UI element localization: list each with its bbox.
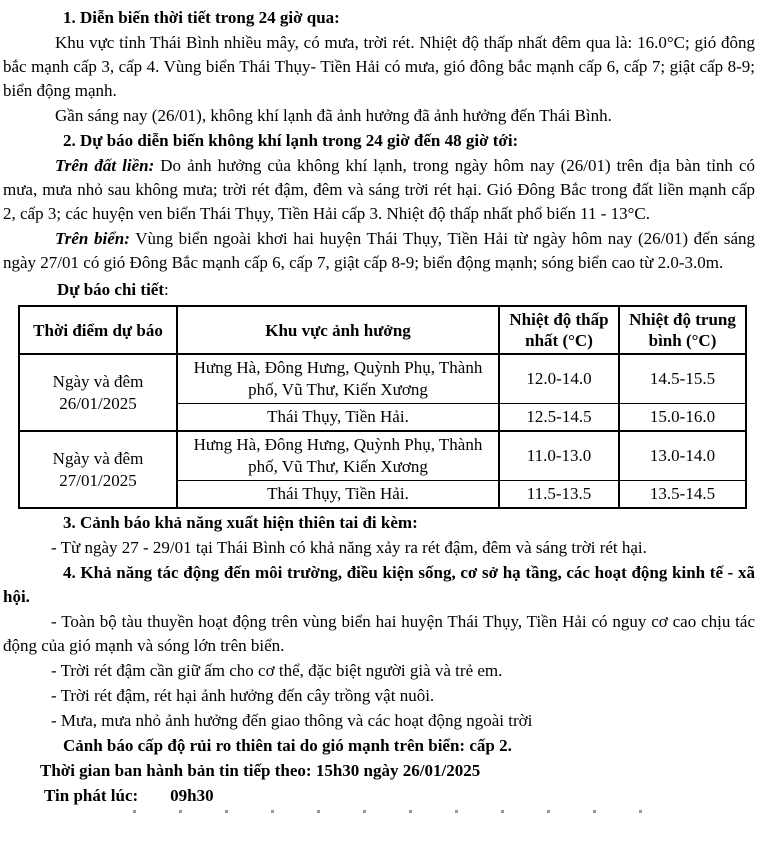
cell-area: Hưng Hà, Đông Hưng, Quỳnh Phụ, Thành phố, Vũ Thư, Kiến Xương (177, 431, 499, 481)
issued-time-line (3, 784, 755, 808)
section3-item: - Từ ngày 27 - 29/01 tại Thái Bình có khả năng xảy ra rét đậm, đêm và sáng trời rét hại. (51, 538, 647, 557)
clipped-next-line-fragment (133, 810, 653, 813)
cell-avg-temp: 14.5-15.5 (619, 354, 746, 404)
section3-heading: 3. Cảnh báo khả năng xuất hiện thiên tai đi kèm: (63, 513, 418, 532)
cell-avg-temp: 13.0-14.0 (619, 431, 746, 481)
section4-heading: 4. Khả năng tác động đến môi trường, điều kiện sống, cơ sở hạ tầng, các hoạt động kinh tế - xã hội. (3, 563, 755, 606)
cell-min-temp: 12.5-14.5 (499, 404, 619, 432)
detail-forecast-label-text: Dự báo chi tiết (57, 280, 164, 299)
issued-time-label: Tin phát lúc: (44, 786, 139, 805)
next-bulletin-time: Thời gian ban hành bản tin tiếp theo: 15h30 ngày 26/01/2025 (40, 761, 481, 780)
col-header-min-temp: Nhiệt độ thấp nhất (°C) (499, 306, 619, 354)
section2-paragraph-land (3, 154, 755, 226)
cell-avg-temp: 15.0-16.0 (619, 404, 746, 432)
col-header-forecast-time: Thời điểm dự báo (19, 306, 177, 354)
cell-min-temp: 12.0-14.0 (499, 354, 619, 404)
col-header-affected-area: Khu vực ảnh hưởng (177, 306, 499, 354)
section4-item-ships: - Toàn bộ tàu thuyền hoạt động trên vùng biển hai huyện Thái Thụy, Tiền Hải có nguy cơ cao chịu tác động của gió mạnh và sóng lớn trên biển. (3, 612, 755, 655)
detail-forecast-table (18, 305, 747, 509)
cell-time-27-01: Ngày và đêm 27/01/2025 (19, 431, 177, 508)
cell-avg-temp: 13.5-14.5 (619, 481, 746, 509)
section4-item-traffic: - Mưa, mưa nhỏ ảnh hưởng đến giao thông và các hoạt động ngoài trời (51, 711, 533, 730)
sea-lead-label: Trên biển: (55, 229, 130, 248)
sea-text: Vùng biển ngoài khơi hai huyện Thái Thụy, Tiền Hải từ ngày hôm nay (26/01) đến sáng ngày 27/01 có gió Đông Bắc mạnh cấp 6, cấp 7, giật cấp 8-9; biển động mạnh; sóng biển cao từ 2.0-3.0m. (3, 229, 755, 272)
col-header-avg-temp: Nhiệt độ trung bình (°C) (619, 306, 746, 354)
cell-area: Thái Thụy, Tiền Hải. (177, 481, 499, 509)
section2-heading: 2. Dự báo diễn biến không khí lạnh trong 24 giờ đến 48 giờ tới: (63, 131, 519, 150)
land-lead-label: Trên đất liền: (55, 156, 155, 175)
cell-area: Hưng Hà, Đông Hưng, Quỳnh Phụ, Thành phố, Vũ Thư, Kiến Xương (177, 354, 499, 404)
section2-paragraph-sea (3, 227, 755, 275)
section4-item-crops: - Trời rét đậm, rét hại ảnh hưởng đến cây trồng vật nuôi. (51, 686, 435, 705)
table-row (19, 431, 746, 481)
risk-level-warning: Cảnh báo cấp độ rủi ro thiên tai do gió mạnh trên biển: cấp 2. (63, 736, 512, 755)
section4-item-keep-warm: - Trời rét đậm cần giữ ấm cho cơ thể, đặc biệt người già và trẻ em. (51, 661, 503, 680)
cell-min-temp: 11.5-13.5 (499, 481, 619, 509)
land-text: Do ảnh hưởng của không khí lạnh, trong ngày hôm nay (26/01) trên địa bàn tỉnh có mưa, mưa nhỏ sau không mưa; trời rét đậm, đêm và sáng trời rét hại. Gió Đông Bắc trong đất liền mạnh cấp 2, cấp 3; các huyện ven biển Thái Thụy, Tiền Hải cấp 3. Nhiệt độ thấp nhất phổ biến 11 - 13°C. (3, 156, 755, 223)
section1-paragraph-weather: Khu vực tỉnh Thái Bình nhiều mây, có mưa, trời rét. Nhiệt độ thấp nhất đêm qua là: 16.0°C; gió đông bắc mạnh cấp 3, cấp 4. Vùng biển Thái Thụy- Tiền Hải có mưa, gió đông bắc mạnh cấp 6, cấp 7; giật cấp 8-9; biển động mạnh. (3, 33, 755, 100)
cell-min-temp: 11.0-13.0 (499, 431, 619, 481)
cell-area: Thái Thụy, Tiền Hải. (177, 404, 499, 432)
table-row (19, 354, 746, 404)
table-header-row (19, 306, 746, 354)
issued-time-value: 09h30 (170, 786, 214, 805)
detail-forecast-label-colon: : (164, 280, 169, 299)
cell-time-26-01: Ngày và đêm 26/01/2025 (19, 354, 177, 431)
detail-forecast-label (3, 278, 755, 302)
section1-heading: 1. Diễn biến thời tiết trong 24 giờ qua: (63, 8, 340, 27)
section1-paragraph-coldair: Gần sáng nay (26/01), không khí lạnh đã ảnh hưởng đã ảnh hưởng đến Thái Bình. (55, 106, 612, 125)
